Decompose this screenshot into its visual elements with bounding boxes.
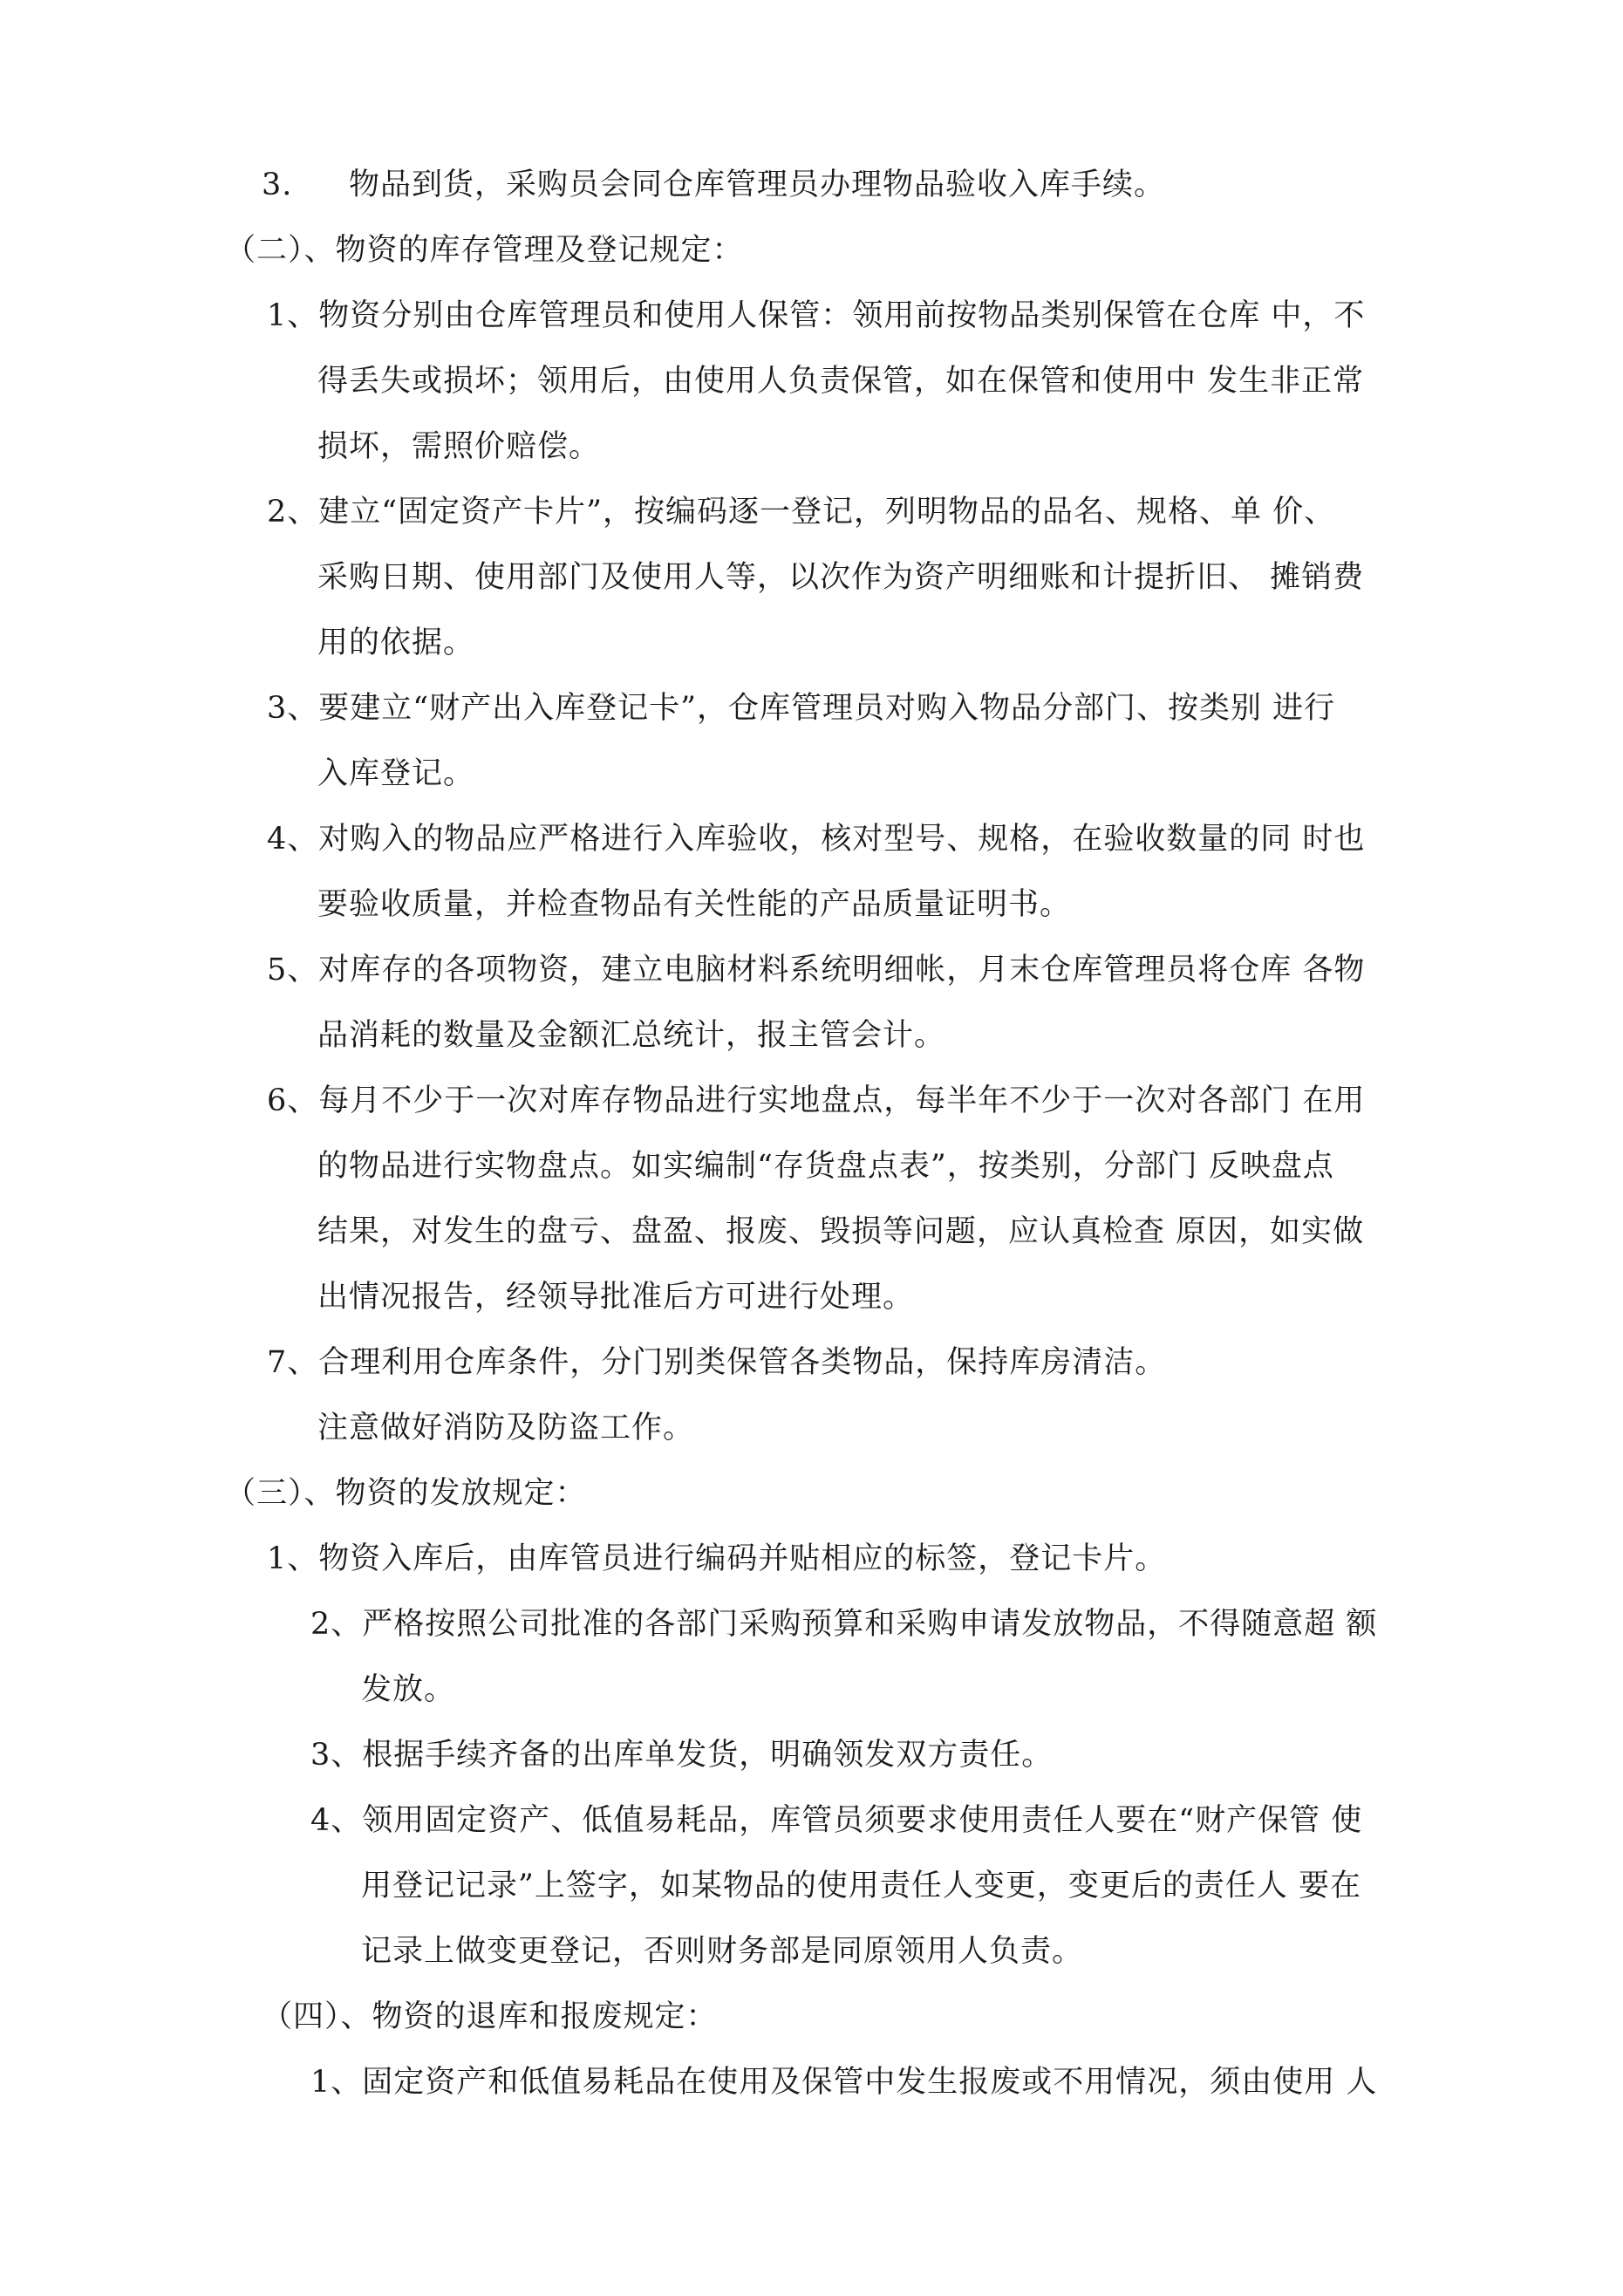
list-item-3 — [262, 167, 1165, 202]
paragraph-text: 物品到货，采购员会同仓库管理员办理物品验收入库手续。 — [349, 167, 1166, 202]
list-item-7: 7、合理利用仓库条件，分门别类保管各类物品，保持库房清洁。 — [267, 1345, 1167, 1380]
list-item-1: 1、固定资产和低值易耗品在使用及保管中发生报废或不用情况，须由使用 人 — [310, 2065, 1378, 2100]
paragraph-line: 注意做好消防及防盗工作。 — [317, 1411, 695, 1445]
paragraph-line: 入库登记。 — [317, 756, 475, 791]
list-item-3: 3、根据手续齐备的出库单发货，明确领发双方责任。 — [310, 1738, 1054, 1773]
section-heading-3: （三）、物资的发放规定： — [225, 1476, 587, 1511]
paragraph-line: 用的依据。 — [317, 625, 475, 660]
paragraph-line: 出情况报告，经领导批准后方可进行处理。 — [317, 1280, 915, 1315]
paragraph-line: 发放。 — [361, 1672, 456, 1707]
section-heading-2: （二）、物资的库存管理及登记规定： — [225, 233, 744, 268]
list-item-6: 6、每月不少于一次对库存物品进行实地盘点，每半年不少于一次对各部门 在用 — [267, 1083, 1366, 1118]
list-number: 3. — [262, 167, 293, 202]
paragraph-line: 记录上做变更登记，否则财务部是同原领用人负责。 — [361, 1934, 1084, 1969]
list-item-4: 4、领用固定资产、低值易耗品，库管员须要求使用责任人要在“财产保管 使 — [310, 1803, 1363, 1838]
section-heading-4: （四）、物资的退库和报废规定： — [262, 1999, 718, 2034]
list-item-1: 1、物资入库后，由库管员进行编码并贴相应的标签，登记卡片。 — [267, 1541, 1167, 1576]
list-item-2: 2、严格按照公司批准的各部门采购预算和采购申请发放物品，不得随意超 额 — [310, 1607, 1378, 1642]
paragraph-line: 损坏，需照价赔偿。 — [317, 429, 601, 464]
list-item-4: 4、对购入的物品应严格进行入库验收，核对型号、规格，在验收数量的同 时也 — [267, 822, 1366, 857]
list-item-3: 3、要建立“财产出入库登记卡”，仓库管理员对购入物品分部门、按类别 进行 — [267, 691, 1336, 726]
paragraph-line: 用登记记录”上签字，如某物品的使用责任人变更，变更后的责任人 要在 — [361, 1869, 1362, 1903]
paragraph-line: 品消耗的数量及金额汇总统计，报主管会计。 — [317, 1018, 946, 1053]
list-item-2: 2、建立“固定资产卡片”，按编码逐一登记，列明物品的品名、规格、单 价、 — [267, 495, 1336, 530]
list-item-5: 5、对库存的各项物资，建立电脑材料系统明细帐，月末仓库管理员将仓库 各物 — [267, 953, 1366, 987]
paragraph-line: 结果，对发生的盘亏、盘盈、报废、毁损等问题，应认真检查 原因，如实做 — [317, 1214, 1365, 1249]
list-item-1: 1、物资分别由仓库管理员和使用人保管：领用前按物品类别保管在仓库 中，不 — [267, 298, 1366, 333]
paragraph-line: 要验收质量，并检查物品有关性能的产品质量证明书。 — [317, 887, 1072, 922]
paragraph-line: 得丢失或损坏；领用后，由使用人负责保管，如在保管和使用中 发生非正常 — [317, 364, 1365, 399]
paragraph-line: 采购日期、使用部门及使用人等，以次作为资产明细账和计提折旧、 摊销费 — [317, 560, 1365, 595]
paragraph-line: 的物品进行实物盘点。如实编制“存货盘点表”，按类别，分部门 反映盘点 — [317, 1149, 1334, 1184]
